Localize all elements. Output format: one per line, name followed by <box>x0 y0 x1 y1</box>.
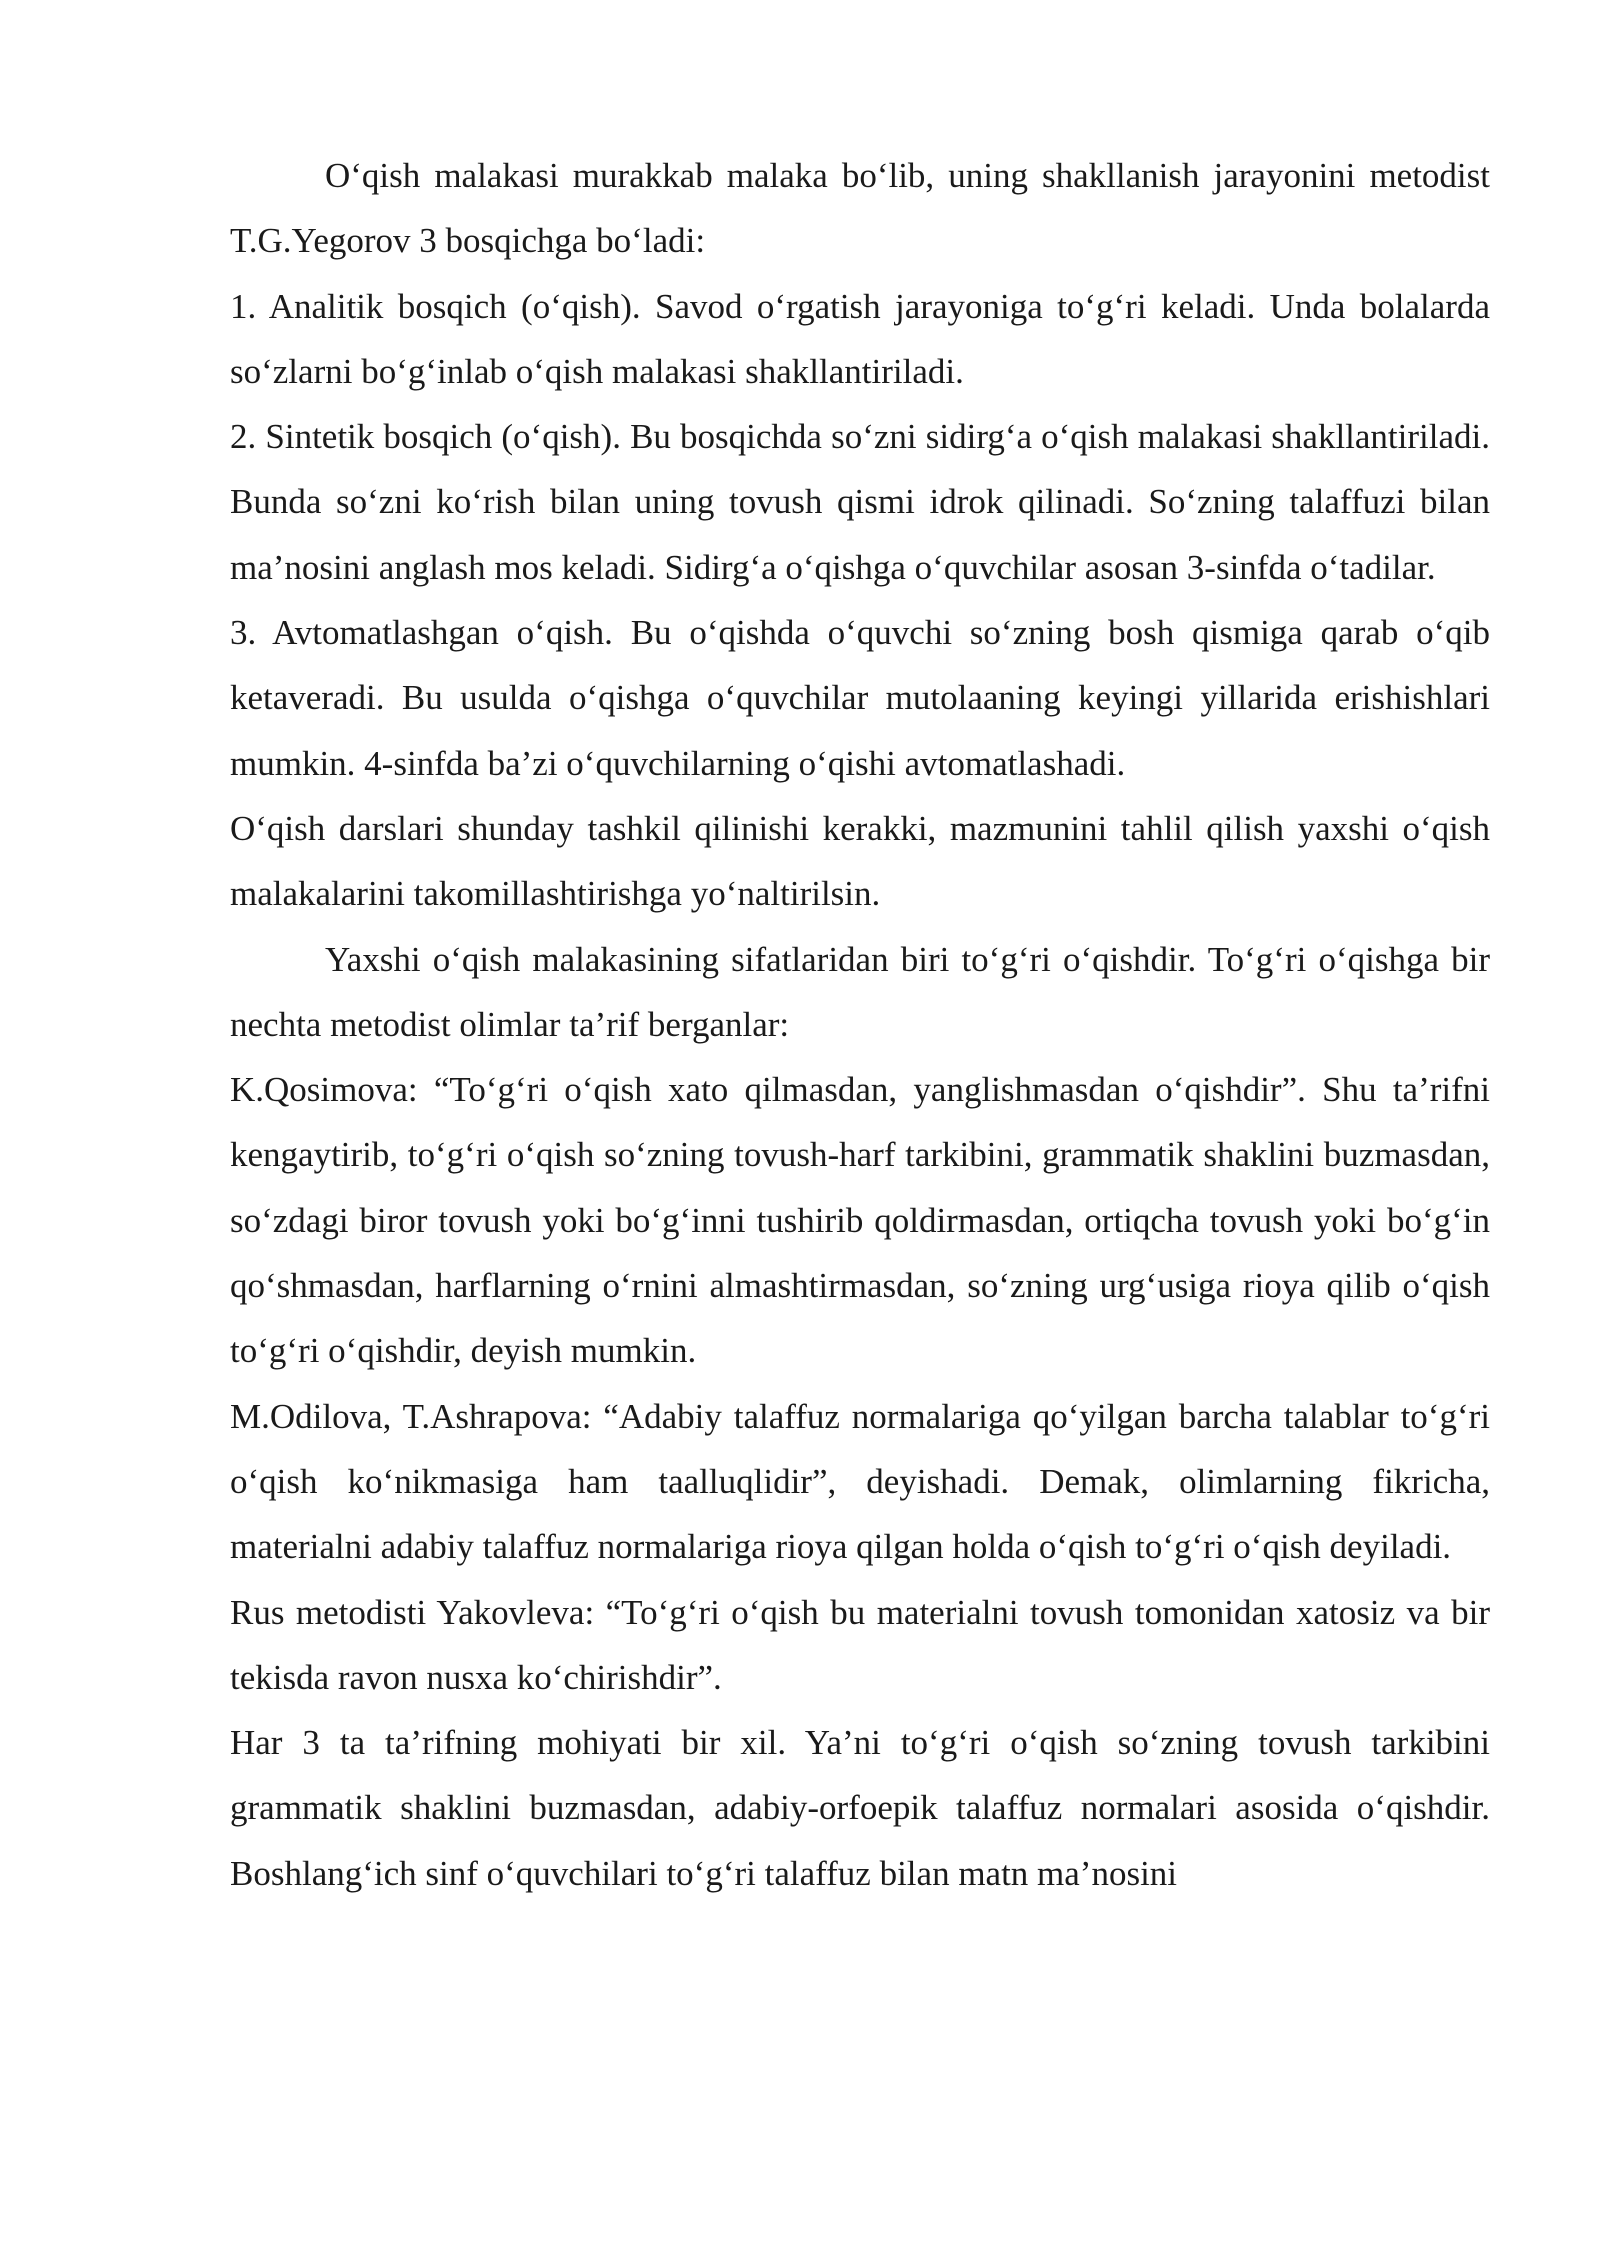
paragraph-odilova-ashrapova: M.Odilova, T.Ashrapova: “Adabiy talaffuz normalariga qo‘yilgan barcha talablar to‘g‘ri o‘qish ko‘nikmasiga ham taalluqlidir”, deyishadi. Demak, olimlarning fikricha, materialni adabiy talaffuz normalariga rioya qilgan holda o‘qish to‘g‘ri o‘qish deyiladi. <box>230 1396 1490 1567</box>
paragraph-intro: O‘qish malakasi murakkab malaka bo‘lib, uning shakllanish jarayonini metodist T.G.Yegorov 3 bosqichga bo‘ladi: <box>230 156 1490 261</box>
paragraph-qosimova: K.Qosimova: “To‘g‘ri o‘qish xato qilmasdan, yanglishmasdan o‘qishdir”. Shu ta’rifni kengaytirib, to‘g‘ri o‘qish so‘zning tovush-harf tarkibini, grammatik shaklini buzmasdan, so‘zdagi biror tovush yoki bo‘g‘inni tushirib qoldirmasdan, ortiqcha tovush yoki bo‘g‘in qo‘shmasdan, harflarning o‘rnini almashtirmasdan, so‘zning urg‘usiga rioya qilib o‘qish to‘g‘ri o‘qishdir, deyish mumkin. <box>230 1070 1490 1371</box>
paragraph-yakovleva: Rus metodisti Yakovleva: “To‘g‘ri o‘qish bu materialni tovush tomonidan xatosiz va bir tekisda ravon nusxa ko‘chirishdir”. <box>230 1592 1490 1697</box>
paragraph-correct-reading: Yaxshi o‘qish malakasining sifatlaridan biri to‘g‘ri o‘qishdir. To‘g‘ri o‘qishga bir nechta metodist olimlar ta’rif berganlar: <box>230 939 1490 1044</box>
paragraph-stage-2: 2. Sintetik bosqich (o‘qish). Bu bosqichda so‘zni sidirg‘a o‘qish malakasi shakllantiriladi. Bunda so‘zni ko‘rish bilan uning tovush qismi idrok qilinadi. So‘zning talaffuzi bilan ma’nosini anglash mos keladi. Sidirg‘a o‘qishga o‘quvchilar asosan 3-sinfda o‘tadilar. <box>230 417 1490 587</box>
paragraph-reading-lessons: O‘qish darslari shunday tashkil qilinishi kerakki, mazmunini tahlil qilish yaxshi o‘qish malakalarini takomillashtirishga yo‘naltirilsin. <box>230 808 1490 914</box>
paragraph-stage-1: 1. Analitik bosqich (o‘qish). Savod o‘rgatish jarayoniga to‘g‘ri keladi. Unda bolalarda so‘zlarni bo‘g‘inlab o‘qish malakasi shakllantiriladi. <box>230 286 1490 391</box>
paragraph-summary: Har 3 ta ta’rifning mohiyati bir xil. Ya’ni to‘g‘ri o‘qish so‘zning tovush tarkibini grammatik shaklini buzmasdan, adabiy-orfoepik talaffuz normalari asosida o‘qishdir. Boshlang‘ich sinf o‘quvchilari to‘g‘ri talaffuz bilan matn ma’nosini <box>230 1723 1490 1893</box>
paragraph-stage-3: 3. Avtomatlashgan o‘qish. Bu o‘qishda o‘quvchi so‘zning bosh qismiga qarab o‘qib ketaveradi. Bu usulda o‘qishga o‘quvchilar mutolaaning keyingi yillarida erishishlari mumkin. 4-sinfda ba’zi o‘quvchilarning o‘qishi avtomatlashadi. <box>230 613 1490 783</box>
document-body <box>230 143 1490 1906</box>
